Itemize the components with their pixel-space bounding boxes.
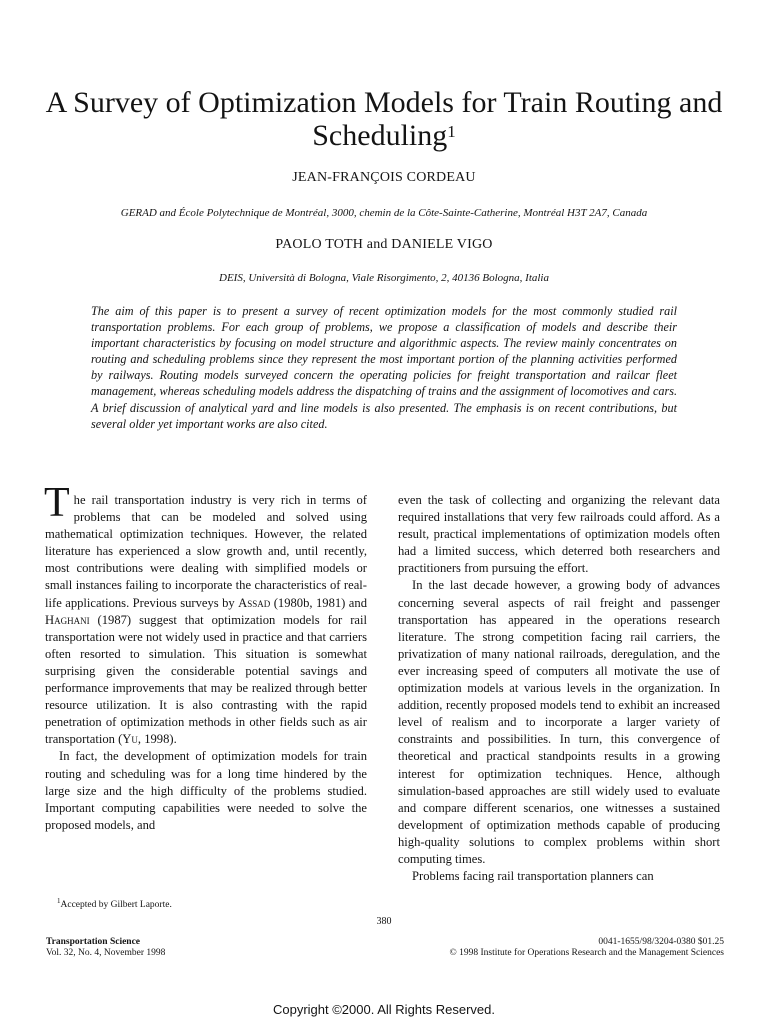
footnote <box>57 897 172 910</box>
cite-haghani: Haghani <box>45 612 90 627</box>
intro-paragraph-1 <box>44 480 367 748</box>
affiliation-gerad: GERAD and École Polytechnique de Montréal, 3000, chemin de la Côte-Sainte-Catherine, Montréal H3T 2A7, Canada <box>120 207 648 219</box>
right-column <box>398 492 720 885</box>
paper-title <box>20 86 748 152</box>
footnote-mark: 1 <box>57 897 61 905</box>
footnote-text: Accepted by Gilbert Laporte. <box>60 900 172 911</box>
journal-name: Transportation Science <box>46 937 141 947</box>
right-paragraph-1: even the task of collecting and organizing the relevant data required installations that very few railroads could afford. As a result, practical implementations of optimization models often had a limited success, which deterred both researchers and practitioners from pursuing the effort. <box>398 493 720 576</box>
paper-title-text: A Survey of Optimization Models for Train Routing and Scheduling <box>45 86 723 152</box>
right-paragraph-2: In the last decade however, a growing body of advances concerning several aspects of rail freight and passenger transportation has appeared in the operations research literature. The strong competition facing rail carriers, the privatization of many national railroads, deregulation, and the ever increasing speed of computers all motivate the use of optimization models at various levels in the organization. In addition, recently proposed models tend to exhibit an increased level of realism and to incorporate a larger variety of constraints and possibilities. In turn, this convergence of theoretical and practical standpoints results in a growing interest for optimization techniques. Hence, although simulation-based approaches are still widely used to evaluate and compare different scenarios, one witnesses a sustained development of optimization methods capable of producing high-quality solutions to complex problems within short computing times. <box>398 578 720 866</box>
affiliation-bologna: DEIS, Università di Bologna, Viale Risorgimento, 2, 40136 Bologna, Italia <box>219 272 549 284</box>
journal-volume: Vol. 32, No. 4, November 1998 <box>46 948 166 958</box>
cite-yu: Yu <box>122 732 138 747</box>
drop-cap: T <box>44 480 70 526</box>
left-column <box>44 480 367 834</box>
issn-info <box>450 937 724 959</box>
title-footnote-mark: 1 <box>447 122 456 141</box>
abstract: The aim of this paper is to present a survey of recent optimization models for the most commonly studied rail transportation problems. For each group of problems, we propose a classification of models and describe their important characteristics by focusing on model structure and algorithmic aspects. The review mainly concentrates on routing and scheduling problems since they represent the most important portion of the planning activities performed by railways. Routing models surveyed concern the operating policies for freight transportation and railcar fleet management, whereas scheduling models address the dispatching of trains and the assignment of locomotives and cars. A brief discussion of analytical yard and line models is also presented. The emphasis is on recent contributions, but several older yet important works are also cited. <box>91 304 677 431</box>
intro-text-d: , 1998). <box>137 732 177 747</box>
journal-info <box>46 937 165 959</box>
author-cordeau: JEAN-FRANÇOIS CORDEAU <box>292 170 476 185</box>
cite-assad: Assad <box>238 595 271 610</box>
intro-text-b: (1980b, 1981) and <box>270 595 367 610</box>
right-paragraph-3: Problems facing rail transportation planners can <box>412 869 654 884</box>
issn: 0041-1655/98/3204-0380 $01.25 <box>598 937 724 947</box>
intro-paragraph-2: In fact, the development of optimization models for train routing and scheduling was for a long time hindered by the large size and the high difficulty of the problems studied. Important computing capabilities were needed to solve the proposed models, and <box>45 749 367 832</box>
intro-text-c: (1987) suggest that optimization models for rail transportation were not widely used in practice and that carriers often resorted to simulation. This situation is somewhat surprising given the considerable potential savings and performance improvements that may be realized through better resource utilization. It is also contrasting with the rapid penetration of optimization methods in other fields such as air transportation ( <box>45 612 367 747</box>
authors-toth-vigo: PAOLO TOTH and DANIELE VIGO <box>275 237 493 252</box>
intro-text-a: he rail transportation industry is very rich in terms of problems that can be modeled and solved using mathematical optimization techniques. However, the related literature has experienced a slow growth and, until recently, most contributions were dealing with simplified models or small instances failing to incorporate the characteristics of real-life applications. Previous surveys by <box>45 493 367 610</box>
page-number: 380 <box>376 916 392 927</box>
publisher-line: © 1998 Institute for Operations Research and the Management Sciences <box>449 948 724 958</box>
copyright-notice: Copyright ©2000. All Rights Reserved. <box>272 1002 496 1017</box>
